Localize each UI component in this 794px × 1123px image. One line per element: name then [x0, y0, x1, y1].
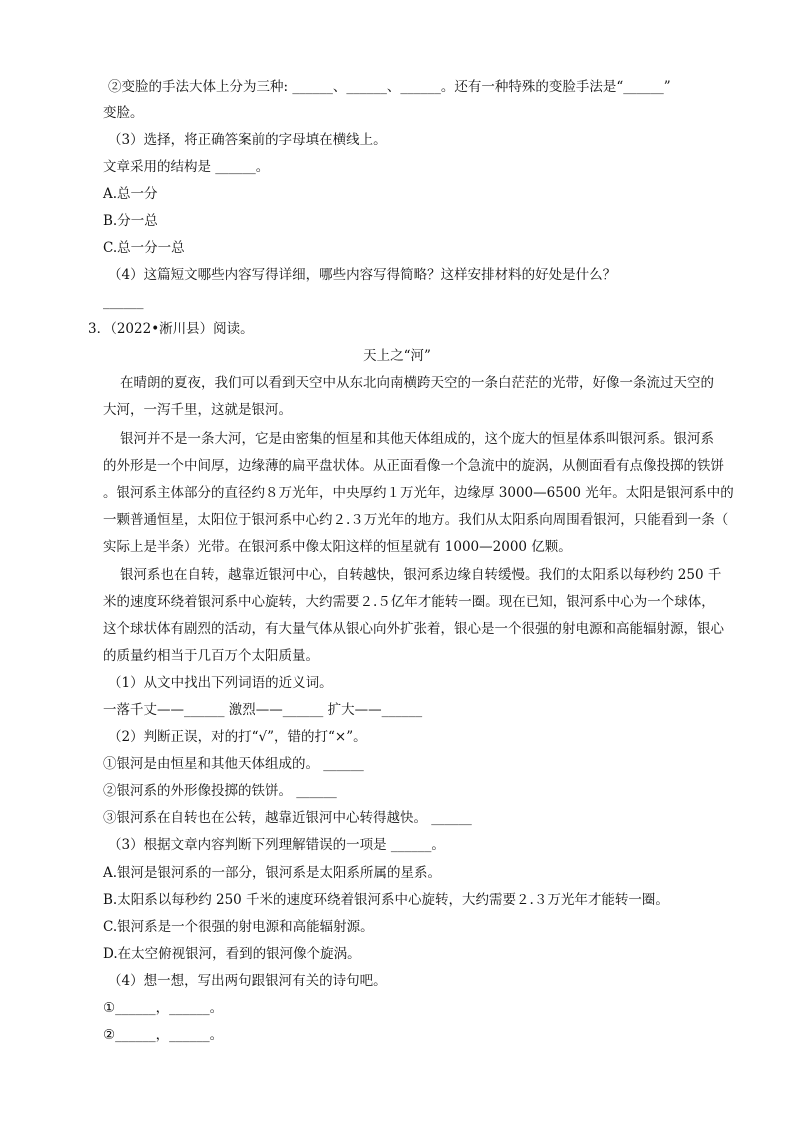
option-b: B.分一总	[103, 213, 158, 229]
question-heading: （3）选择，将正确答案前的字母填在横线上。	[108, 132, 387, 148]
paragraph-line: 在晴朗的夏夜，我们可以看到天空中从东北向南横跨天空的一条白茫茫的光带，好像一条流过天空的	[120, 375, 714, 391]
option-d: D.在太空俯视银河，看到的银河像个旋涡。	[103, 946, 361, 962]
paragraph-line: 米的速度环绕着银河系中心旋转，大约需要２.５亿年才能转一圈。现在已知，银河系中心为一个球体，	[103, 594, 715, 610]
option-c: C.银河系是一个很强的射电源和高能辐射源。	[103, 919, 374, 935]
question-heading: （4）想一想，写出两句跟银河有关的诗句吧。	[108, 973, 387, 989]
question-line: 变脸。	[103, 105, 144, 121]
question-line: ②变脸的手法大体上分为三种: ______、______、______。还有一种特殊的变脸手法是“______”	[108, 79, 671, 95]
question-heading: （4）这篇短文哪些内容写得详细，哪些内容写得简略？这样安排材料的好处是什么？	[108, 267, 617, 283]
paragraph-line: 银河系也在自转，越靠近银河中心，自转越快，银河系边缘自转缓慢。我们的太阳系以每秒约 250 千	[120, 567, 722, 583]
question-line: 文章采用的结构是 ______。	[103, 159, 270, 175]
option-c: C.总一分一总	[103, 240, 185, 256]
answer-blank: ①______，______。	[103, 1000, 224, 1016]
paragraph-line: 银河并不是一条大河，它是由密集的恒星和其他天体组成的，这个庞大的恒星体系叫银河系。银河系	[120, 431, 714, 447]
paragraph-line: 这个球状体有剧烈的活动，有大量气体从银心向外扩张着，银心是一个很强的射电源和高能辐射源，银心	[103, 621, 724, 637]
answer-blank: ②______，______。	[103, 1027, 224, 1043]
paragraph-line: 。银河系主体部分的直径约８万光年，中央厚约１万光年，边缘厚 3000—6500 光年。太阳是银河系中的	[103, 485, 734, 501]
question-line: ②银河系的外形像投掷的铁饼。 ______	[103, 783, 337, 799]
option-a: A.总一分	[103, 186, 158, 202]
option-a: A.银河是银河系的一部分，银河系是太阳系所属的星系。	[103, 865, 442, 881]
option-b: B.太阳系以每秒约 250 千米的速度环绕着银河系中心旋转，大约需要２.３万光年才能转一圈。	[103, 892, 669, 908]
paragraph-line: 的外形是一个中间厚，边缘薄的扁平盘状体。从正面看像一个急流中的旋涡，从侧面看有点像投掷的铁饼	[103, 458, 724, 474]
answer-blank: ______	[103, 294, 144, 310]
paragraph-line: 的质量约相当于几百万个太阳质量。	[103, 648, 319, 664]
question-line: ③银河系在自转也在公转，越靠近银河中心转得越快。 ______	[103, 810, 472, 826]
question-line: ①银河是由恒星和其他天体组成的。 ______	[103, 756, 364, 772]
paragraph-line: 实际上是半条）光带。在银河系中像太阳这样的恒星就有 1000—2000 亿颗。	[103, 539, 572, 555]
question-line: 一落千丈——______ 激烈——______ 扩大——______	[103, 702, 423, 718]
paragraph-line: 一颗普通恒星，太阳位于银河系中心约２.３万光年的地方。我们从太阳系向周围看银河，只能看到一条（	[103, 512, 729, 528]
question-heading: （2）判断正误，对的打“√”，错的打“×”。	[108, 729, 367, 745]
question-heading: （1）从文中找出下列词语的近义词。	[108, 675, 333, 691]
section-heading: 3．（2022•淅川县）阅读。	[88, 321, 254, 337]
article-title: 天上之“河”	[363, 348, 431, 364]
question-heading: （3）根据文章内容判断下列理解错误的一项是 ______。	[108, 837, 445, 853]
paragraph-line: 大河，一泻千里，这就是银河。	[103, 402, 292, 418]
